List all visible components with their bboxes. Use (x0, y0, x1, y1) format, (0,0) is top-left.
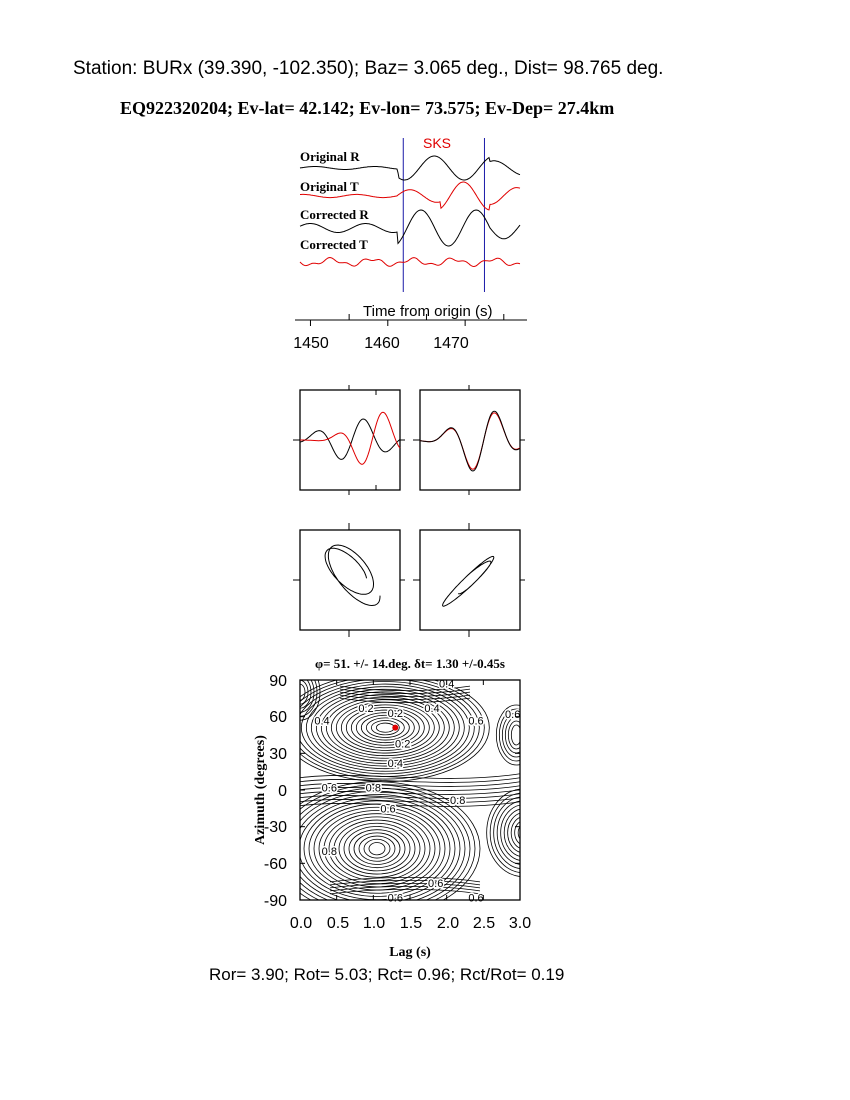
ratio-summary: Ror= 3.90; Rot= 5.03; Rct= 0.96; Rct/Rot= 0.19 (209, 965, 565, 984)
y-tick-label: -60 (263, 856, 287, 873)
y-axis-label: Azimuth (degrees) (253, 735, 268, 845)
contour-value-label: 0.2 (395, 738, 411, 751)
contour-line (515, 821, 533, 845)
time-tick-label-1460: 1460 (364, 335, 400, 352)
contour-value-label: 0.6 (428, 877, 444, 890)
time-axis-label: Time from origin (s) (363, 303, 493, 320)
overlay-panel-corrected (413, 385, 525, 495)
y-tick-label: 0 (278, 783, 287, 800)
series-label-corrected-t: Corrected T (300, 237, 368, 252)
x-tick-label: 1.0 (362, 915, 386, 932)
contour-value-label: 0.8 (450, 794, 466, 807)
contour-line (354, 833, 400, 865)
series-label-original-t: Original T (300, 179, 359, 194)
best-fit-marker (392, 725, 398, 731)
trace-corrected-t (300, 258, 520, 267)
contour-value-label: 0.6 (505, 709, 521, 722)
contour-line (334, 820, 420, 877)
contour-line (508, 813, 540, 853)
particle-motion-corrected (413, 523, 525, 637)
particle-motion-original (293, 523, 405, 637)
result-title: φ= 51. +/- 14.deg. δt= 1.30 +/-0.45s (314, 656, 506, 671)
contour-value-label: 0.6 (468, 715, 484, 728)
contour-line (349, 830, 405, 868)
contour-line (311, 689, 459, 766)
series-label-original-r: Original R (300, 149, 360, 164)
contour-line (321, 814, 430, 884)
x-tick-label: 1.5 (399, 915, 423, 932)
particle-motion-trace-original (325, 545, 380, 606)
contour-line (369, 842, 385, 854)
contour-value-label: 0.6 (468, 892, 484, 905)
particle-motion-trace-corrected (443, 556, 494, 606)
y-tick-label: 60 (269, 709, 287, 726)
energy-grid-panel (253, 656, 561, 960)
y-tick-label: 90 (269, 673, 287, 690)
station-info: Station: BURx (39.390, -102.350); Baz= 3.065 deg., Dist= 98.765 deg. (73, 58, 664, 79)
series-label-corrected-r: Corrected R (300, 207, 369, 222)
contour-line (490, 793, 557, 873)
contour-value-label: 0.4 (314, 715, 330, 728)
overlay-slow-corrected (420, 413, 520, 469)
contour-value-label: 0.4 (424, 703, 440, 716)
time-tick-label-1450: 1450 (293, 335, 329, 352)
contour-value-label: 0.8 (321, 846, 337, 859)
contour-value-label: 0.8 (365, 782, 381, 795)
contour-value-label: 0.6 (321, 782, 337, 795)
contour-value-label: 0.2 (387, 708, 403, 720)
x-tick-label: 0.0 (289, 915, 313, 932)
x-tick-label: 0.5 (326, 915, 350, 932)
overlay-fast-corrected (420, 411, 520, 471)
x-axis-label: Lag (s) (389, 945, 431, 960)
overlay-panel-original (293, 385, 405, 495)
contour-line (497, 801, 550, 865)
contour-line (296, 678, 474, 773)
x-tick-label: 2.0 (436, 915, 460, 932)
contour-line (341, 705, 429, 751)
event-info: EQ922320204; Ev-lat= 42.142; Ev-lon= 73.575; Ev-Dep= 27.4km (120, 98, 615, 118)
contour-line (504, 809, 543, 857)
time-tick-label-1470: 1470 (433, 335, 469, 352)
contour-line (331, 700, 439, 756)
x-tick-label: 2.5 (472, 915, 496, 932)
contour-value-label: 0.4 (439, 678, 455, 691)
overlay-slow-original (300, 412, 400, 464)
contour-value-label: 0.4 (387, 758, 403, 771)
waveform-panel (293, 135, 527, 352)
contour-line (487, 789, 561, 877)
contour-line (494, 797, 554, 869)
sks-phase-label: SKS (423, 135, 452, 151)
y-tick-label: -90 (263, 893, 287, 910)
x-tick-label: 3.0 (508, 915, 532, 932)
y-tick-label: -30 (263, 819, 287, 836)
contour-line (376, 723, 394, 732)
contour-value-label: 0.6 (380, 803, 396, 816)
contour-value-label: 0.6 (387, 892, 403, 905)
overlay-fast-original (300, 419, 400, 459)
y-tick-label: 30 (269, 746, 287, 763)
contour-line (339, 823, 415, 874)
contour-value-label: 0.2 (358, 703, 374, 716)
